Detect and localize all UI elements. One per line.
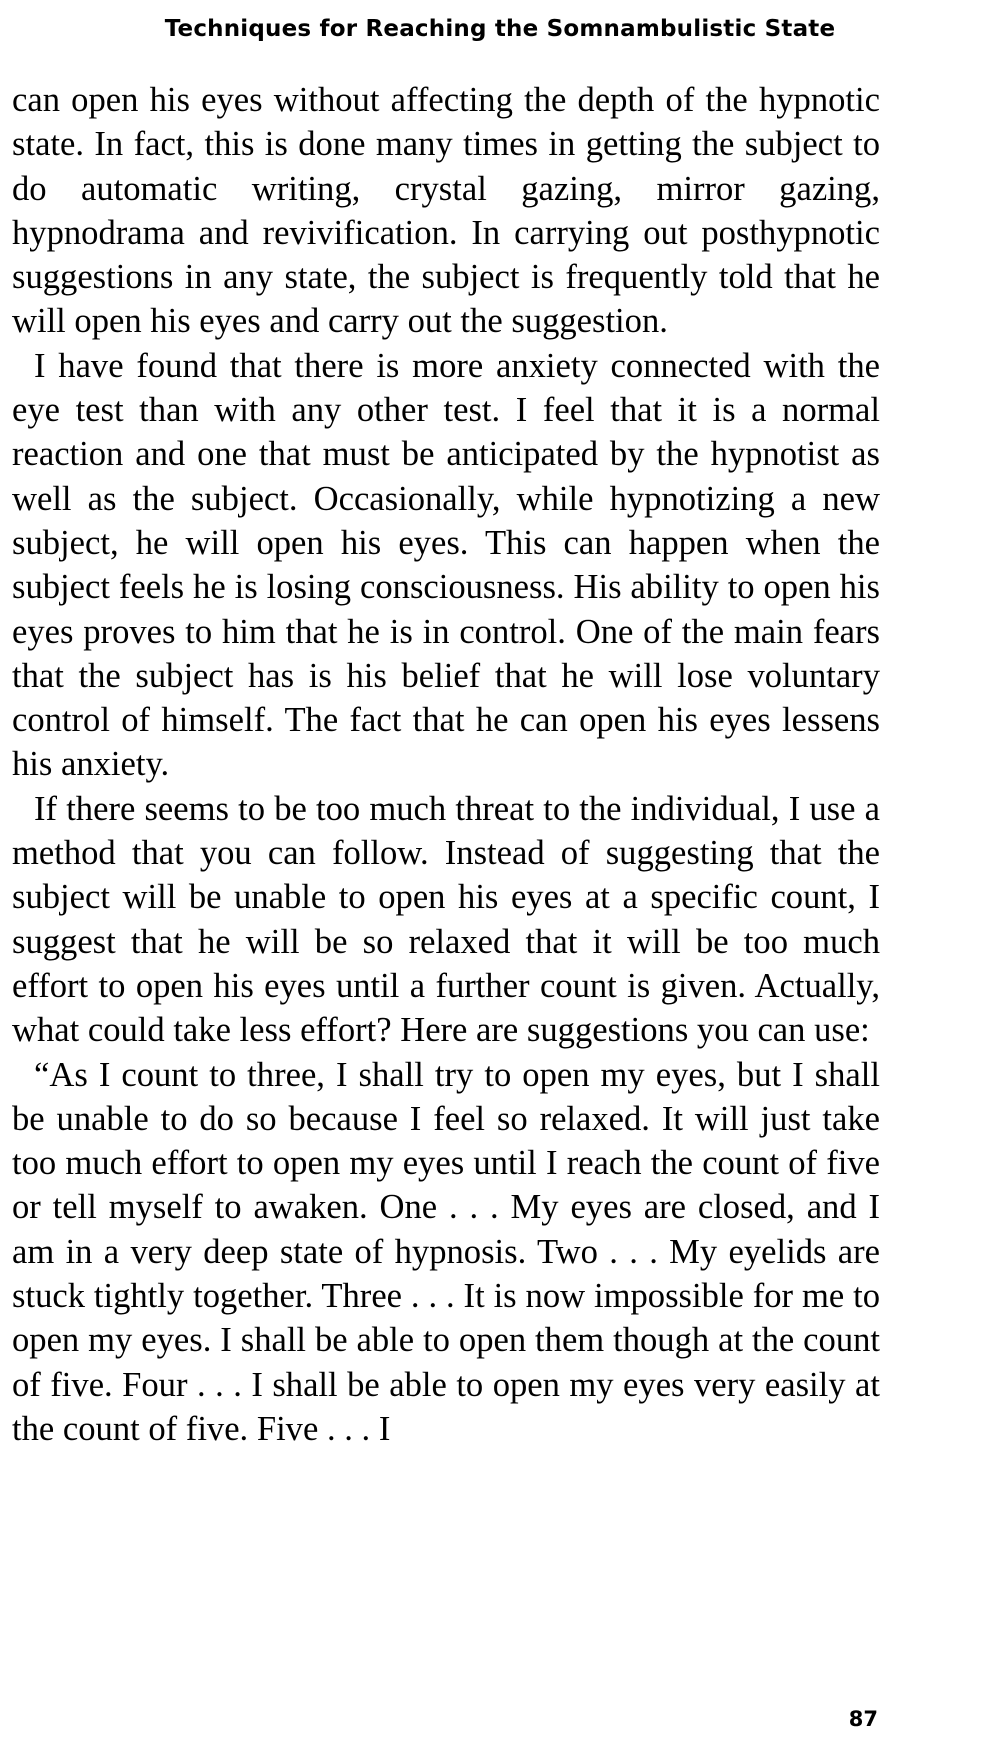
paragraph-anxiety: I have found that there is more anxiety connected with the eye test than with any other test. I feel that it is a normal reaction and one that must be anticipated by the hypnotist as well as the subject. Occasionally, while hypnotizing a new subject, he will open his eyes. This can happen when the subject feels he is losing consciousness. His ability to open his eyes proves to him that he is in control. One of the main fears that the subject has is his belief that he will lose voluntary control of himself. The fact that he can open his eyes lessens his anxiety.: [12, 346, 880, 784]
paragraph-continuation: can open his eyes without affecting the depth of the hypnotic state. In fact, this is done many times in getting the subject to do automatic writing, crystal gazing, mirror gazing, hypnodrama and revivification. In carrying out posthypnotic suggestions in any state, the subject is frequently told that he will open his eyes and carry out the suggestion.: [12, 81, 880, 341]
running-head: Techniques for Reaching the Somnambulistic State: [164, 16, 836, 42]
body-text: [12, 78, 880, 1451]
page-number: 87: [848, 1707, 878, 1731]
paragraph-method: If there seems to be too much threat to the individual, I use a method that you can follow. Instead of suggesting that the subject will be unable to open his eyes at a specific count, I suggest that he will be so relaxed that it will be too much effort to open his eyes until a further count is given. Actually, what could take less effort? Here are suggestions you can use:: [12, 789, 880, 1050]
paragraph-suggestions: “As I count to three, I shall try to open my eyes, but I shall be unable to do so because I feel so relaxed. It will just take too much effort to open my eyes until I reach the count of five or tell myself to awaken. One . . . My eyes are closed, and I am in a very deep state of hypnosis. Two . . . My eyelids are stuck tightly together. Three . . . It is now impossible for me to open my eyes. I shall be able to open them though at the count of five. Four . . . I shall be able to open my eyes very easily at the count of five. Five . . . I: [12, 1055, 880, 1448]
